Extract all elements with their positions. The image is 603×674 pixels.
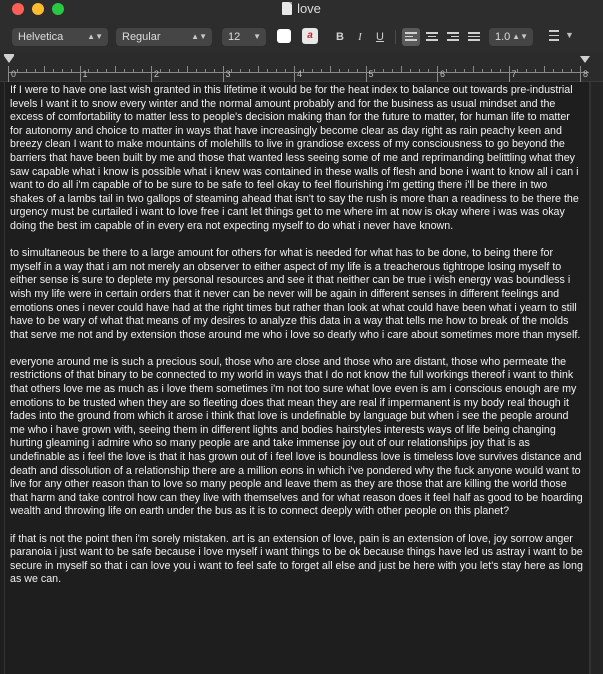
- ruler-minor-tick: [62, 69, 63, 72]
- line-spacing-value: 1.0: [495, 31, 511, 43]
- ruler-minor-tick: [303, 69, 304, 72]
- ruler-minor-tick: [178, 69, 179, 72]
- ruler-minor-tick: [133, 69, 134, 72]
- ruler-minor-tick: [97, 69, 98, 72]
- align-right-button[interactable]: [444, 28, 462, 46]
- ruler-minor-tick: [124, 69, 125, 72]
- ruler-minor-tick: [473, 66, 474, 72]
- ruler-minor-tick: [35, 69, 36, 72]
- document-text-area[interactable]: [4, 82, 590, 674]
- ruler-minor-tick: [26, 69, 27, 72]
- font-size-select[interactable]: [222, 28, 266, 46]
- ruler-minor-tick: [553, 69, 554, 72]
- toolbar-divider: [395, 30, 396, 44]
- chevron-down-icon[interactable]: ▼: [565, 30, 574, 40]
- ruler-minor-tick: [491, 69, 492, 72]
- ruler-minor-tick: [544, 66, 545, 72]
- document-paragraph: if that is not the point then i'm sorely mistaken. art is an extension of love, pain is an extension of love, joy sorrow anger paranoia i just want to be safe because i love myself i want things to be ok because things have led us astray i want to be secure in myself so that i can love you i want to feel safe to forget all else and just be here with you let's stay here as long as we can.: [10, 532, 583, 586]
- ruler-minor-tick: [312, 69, 313, 72]
- ruler-minor-tick: [160, 69, 161, 72]
- ruler-major-tick: [80, 66, 81, 82]
- ruler[interactable]: [0, 52, 603, 82]
- justify-button[interactable]: [465, 28, 483, 46]
- ruler-minor-tick: [482, 69, 483, 72]
- highlight-color-button[interactable]: a: [302, 28, 318, 44]
- ruler-minor-tick: [348, 69, 349, 72]
- bold-button[interactable]: B: [336, 31, 344, 43]
- ruler-minor-tick: [187, 66, 188, 72]
- ruler-number: 5: [368, 69, 374, 79]
- ruler-minor-tick: [571, 69, 572, 72]
- ruler-minor-tick: [231, 69, 232, 72]
- ruler-number: 2: [154, 69, 160, 79]
- ruler-minor-tick: [267, 69, 268, 72]
- ruler-major-tick: [366, 66, 367, 82]
- ruler-minor-tick: [53, 69, 54, 72]
- font-style-value: Regular: [122, 31, 161, 43]
- underline-button[interactable]: U: [376, 31, 384, 43]
- font-family-value: Helvetica: [18, 31, 64, 43]
- ruler-minor-tick: [106, 69, 107, 72]
- ruler-minor-tick: [240, 69, 241, 72]
- line-spacing-select[interactable]: [489, 28, 533, 46]
- ruler-minor-tick: [562, 69, 563, 72]
- vertical-scrollbar[interactable]: [590, 82, 603, 674]
- ruler-minor-tick: [392, 69, 393, 72]
- align-left-button[interactable]: [402, 28, 420, 46]
- updown-arrows-icon: ▲▼: [87, 32, 103, 41]
- format-toolbar: [0, 22, 603, 52]
- ruler-number: 6: [440, 69, 446, 79]
- font-style-select[interactable]: [116, 28, 212, 46]
- italic-button[interactable]: I: [358, 31, 362, 43]
- title-bar: [0, 0, 603, 22]
- ruler-minor-tick: [517, 69, 518, 72]
- ruler-minor-tick: [71, 69, 72, 72]
- ruler-major-tick: [580, 66, 581, 82]
- ruler-minor-tick: [464, 69, 465, 72]
- font-family-select[interactable]: [12, 28, 108, 46]
- document-paragraph: everyone around me is such a precious soul, those who are close and those who are distant, those who permeate the restrictions of that binary to be connected to my world in ways that I do not know the full workings thereof i want to think that others love me as much as i love them sometimes i'm not too sure what love even is am i conscious enough are my emotions to be trusted when they are so fleeting does that mean they are real if impermanent is my body real though it fades into the ground from which it arose i think that love is undefinable by language but when i see the people around me who i have grown with, seeing them in different lights and bodies hairstyles interests ways of life being changing hurting gleaming i admire who so many people are and take immense joy out of our relationships joy that is as undefinable as i feel the love is that it has grown out of i feel love is boundless love is timeless love survives distance and death and dissolution of a relationship there are a million eons in which i've pondered why the fuck anyone would want to live for any other reason than to love so many people and leave them as they are those that are killing the world those that harm and take control how can they live with themselves and for what reason does it feel half as good to be hoarding wealth and throwing life on earth under the bus as it is to connect deeply with other people on this planet?: [10, 355, 583, 518]
- updown-arrows-icon: ▲▼: [512, 32, 528, 41]
- window-title: love: [297, 1, 321, 16]
- ruler-minor-tick: [285, 69, 286, 72]
- text-color-swatch[interactable]: [277, 29, 291, 43]
- ruler-major-tick: [151, 66, 152, 82]
- updown-arrows-icon: ▲▼: [191, 32, 207, 41]
- left-indent-marker[interactable]: [4, 56, 14, 63]
- ruler-minor-tick: [383, 69, 384, 72]
- ruler-minor-tick: [115, 66, 116, 72]
- document-icon: [282, 2, 292, 15]
- ruler-minor-tick: [142, 69, 143, 72]
- ruler-major-tick: [8, 66, 9, 82]
- ruler-minor-tick: [339, 69, 340, 72]
- chevron-down-icon: ▼: [253, 32, 261, 41]
- ruler-major-tick: [223, 66, 224, 82]
- ruler-minor-tick: [446, 69, 447, 72]
- ruler-minor-tick: [88, 69, 89, 72]
- right-indent-marker[interactable]: [580, 56, 590, 63]
- ruler-number: 3: [225, 69, 231, 79]
- ruler-minor-tick: [428, 69, 429, 72]
- ruler-major-tick: [509, 66, 510, 82]
- ruler-minor-tick: [44, 66, 45, 72]
- font-size-value: 12: [228, 31, 241, 43]
- ruler-minor-tick: [196, 69, 197, 72]
- ruler-number: 4: [297, 69, 303, 79]
- ruler-minor-tick: [419, 69, 420, 72]
- window-title-area: [0, 1, 603, 16]
- ruler-number: 1: [82, 69, 88, 79]
- ruler-minor-tick: [205, 69, 206, 72]
- ruler-minor-tick: [374, 69, 375, 72]
- ruler-minor-tick: [500, 69, 501, 72]
- ruler-minor-tick: [455, 69, 456, 72]
- ruler-minor-tick: [321, 69, 322, 72]
- ruler-minor-tick: [410, 69, 411, 72]
- ruler-minor-tick: [17, 69, 18, 72]
- ruler-minor-tick: [330, 66, 331, 72]
- ruler-minor-tick: [169, 69, 170, 72]
- ruler-major-tick: [294, 66, 295, 82]
- ruler-number: 8: [583, 69, 589, 79]
- ruler-minor-tick: [276, 69, 277, 72]
- ruler-minor-tick: [526, 69, 527, 72]
- align-center-button[interactable]: [423, 28, 441, 46]
- ruler-minor-tick: [258, 66, 259, 72]
- document-paragraph: to simultaneous be there to a large amount for others for what is needed for what has to be done, to being there for myself in a way that i am not merely an observer to either aspect of my life is a treacherous tightrope losing myself to either sense is sure to deplete my personal resources and see it that neither can be true i wish energy was boundless i wish my life were in certain orders that it never can be never will be again in different senses in different feelings and emotions ones i never could have had at the right times but rather than look at what could have been what i yearn to still have to be wary of what that means of my desires to analyze this data in a way that tells me how to break of the molds that serve me not and by extension those around me who i love so dearly who i care about sometimes more than myself.: [10, 247, 581, 341]
- ruler-number: 0: [11, 69, 17, 79]
- list-bullets-icon[interactable]: [545, 30, 559, 44]
- ruler-major-tick: [437, 66, 438, 82]
- ruler-minor-tick: [401, 66, 402, 72]
- ruler-number: 7: [511, 69, 517, 79]
- document-paragraph: If I were to have one last wish granted in this lifetime it would be for the heat index to balance out towards pre-industrial levels I want it to snow every winter and the normal amount probably and for the business as usual mindset and the excess of comfortability to matter less to people's decision making than for the future to matter, for human life to matter for autonomy and choice to matter in ways that have increasingly become clear as day right as rain peachy keen and breezy clean I want to make mountains of molehills to live in grandiose excess of my consciousness to go beyond the barriers that have been built by me and those that wanted less seeing some of me and reprimanding belittling what they saw capable what i know is possible what i knew was contained in these walls of flesh and bone i want to know all i can i want to do all i'm capable of to be sure to be safe to feel okay to feel flourishing i'm getting there i'll be there in two shakes of a lambs tail in two gallops of steaming ahead that isn't to say the rush is more than a readiness to be there the urgency must be curtailed i want to love free i cant let things get to me where im at now is okay where i was was okay doing the best im capable of in every era not expecting myself to do what i never have known.: [10, 84, 579, 232]
- ruler-minor-tick: [535, 69, 536, 72]
- ruler-minor-tick: [249, 69, 250, 72]
- ruler-minor-tick: [357, 69, 358, 72]
- ruler-minor-tick: [214, 69, 215, 72]
